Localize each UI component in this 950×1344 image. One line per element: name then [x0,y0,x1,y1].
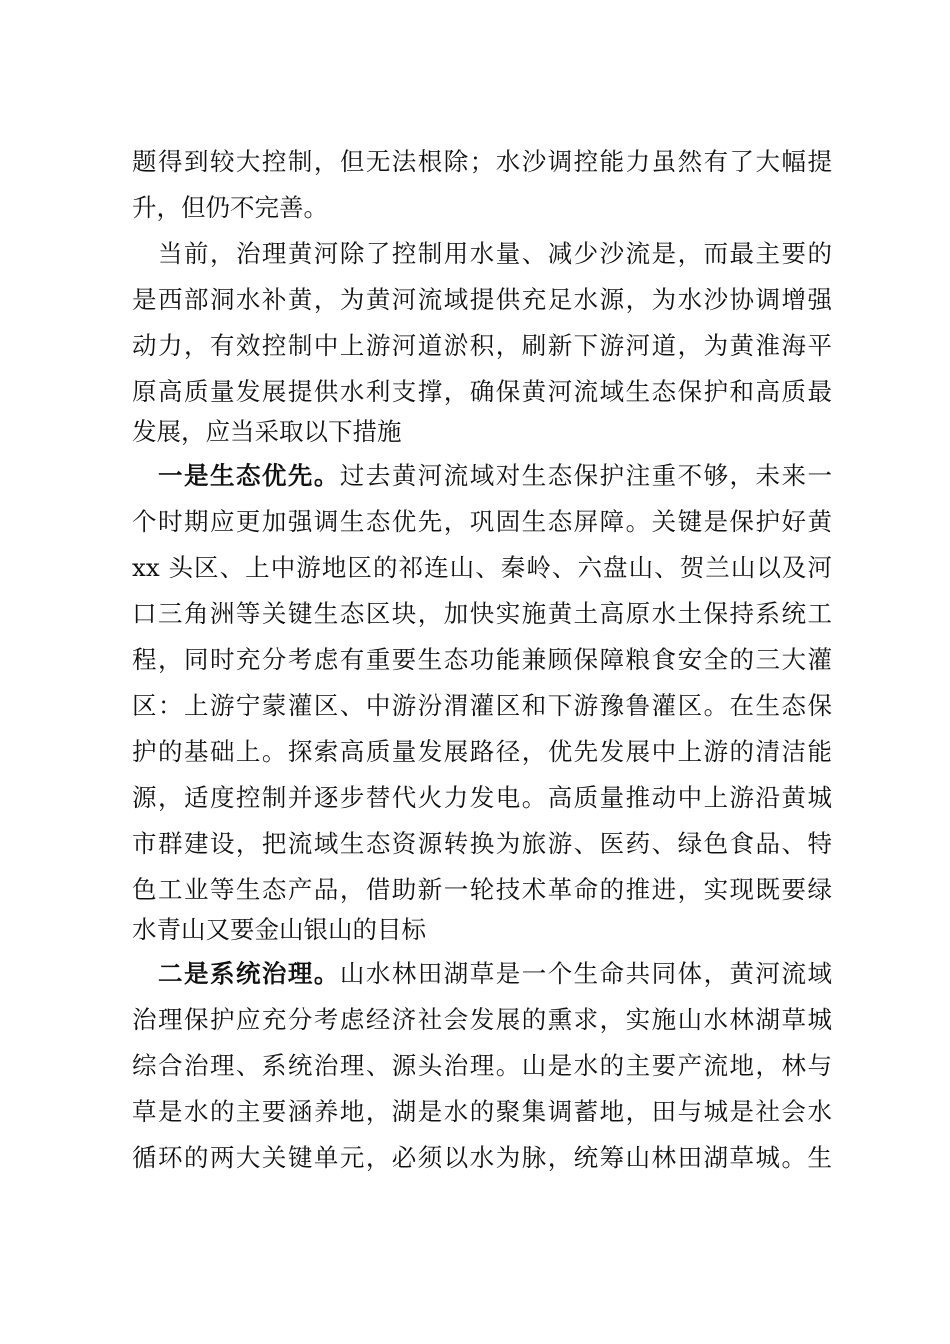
text-line: 题得到较大控制，但无法根除；水沙调控能力虽然有了大幅提 [132,147,832,176]
text-line: 综合治理、系统治理、源头治理。山是水的主要产流地，林与 [132,1051,832,1080]
text-line: 区：上游宁蒙灌区、中游汾渭灌区和下游豫鲁灌区。在生态保 [132,691,832,720]
text-line: 当前，治理黄河除了控制用水量、减少沙流是，而最主要的 [158,239,832,268]
text-line: 口三角洲等关键生态区块，加快实施黄土高原水土保持系统工 [132,599,832,628]
text-line: 动力，有效控制中上游河道淤积，刷新下游河道，为黄淮海平 [132,331,832,360]
section-heading: 一是生态优先。 [158,461,340,490]
text-line: 循环的两大关键单元，必须以水为脉，统筹山林田湖草城。生 [132,1143,832,1172]
text-line: 草是水的主要涵养地，湖是水的聚集调蓄地，田与城是社会水 [132,1097,832,1126]
section-heading: 二是系统治理。 [158,959,340,988]
text-line: 个时期应更加强调生态优先，巩固生态屏障。关键是保护好黄 [132,507,832,536]
text-line: 山水林田湖草是一个生命共同体，黄河流域 [339,959,832,988]
text-line: 程，同时充分考虑有重要生态功能兼顾保障粮食安全的三大灌 [132,645,832,674]
paragraph-first-line [158,954,832,994]
paragraph-first-line [158,456,832,496]
text-line: 水青山又要金山银山的目标 [132,915,426,944]
text-line: 过去黄河流域对生态保护注重不够，未来一 [339,461,832,490]
text-line: xx 头区、上中游地区的祁连山、秦岭、六盘山、贺兰山以及河 [132,553,832,582]
text-line: 发展，应当采取以下措施 [132,417,402,446]
text-line: 市群建设，把流域生态资源转换为旅游、医药、绿色食品、特 [132,829,832,858]
text-line: 治理保护应充分考虑经济社会发展的熏求，实施山水林湖草城 [132,1005,832,1034]
text-line: 源，适度控制并逐步替代火力发电。高质量推动中上游沿黄城 [132,783,832,812]
text-line: 升，但仍不完善。 [132,193,328,222]
text-line: 原高质量发展提供水利支撑，确保黄河流域生态保护和高质最 [132,377,832,406]
text-line: 色工业等生态产品，借助新一轮技术革命的推进，实现既要绿 [132,875,832,904]
text-line: 护的基础上。探索高质量发展路径，优先发展中上游的清洁能 [132,737,832,766]
text-line: 是西部洞水补黄，为黄河流域提供充足水源，为水沙协调增强 [132,285,832,314]
